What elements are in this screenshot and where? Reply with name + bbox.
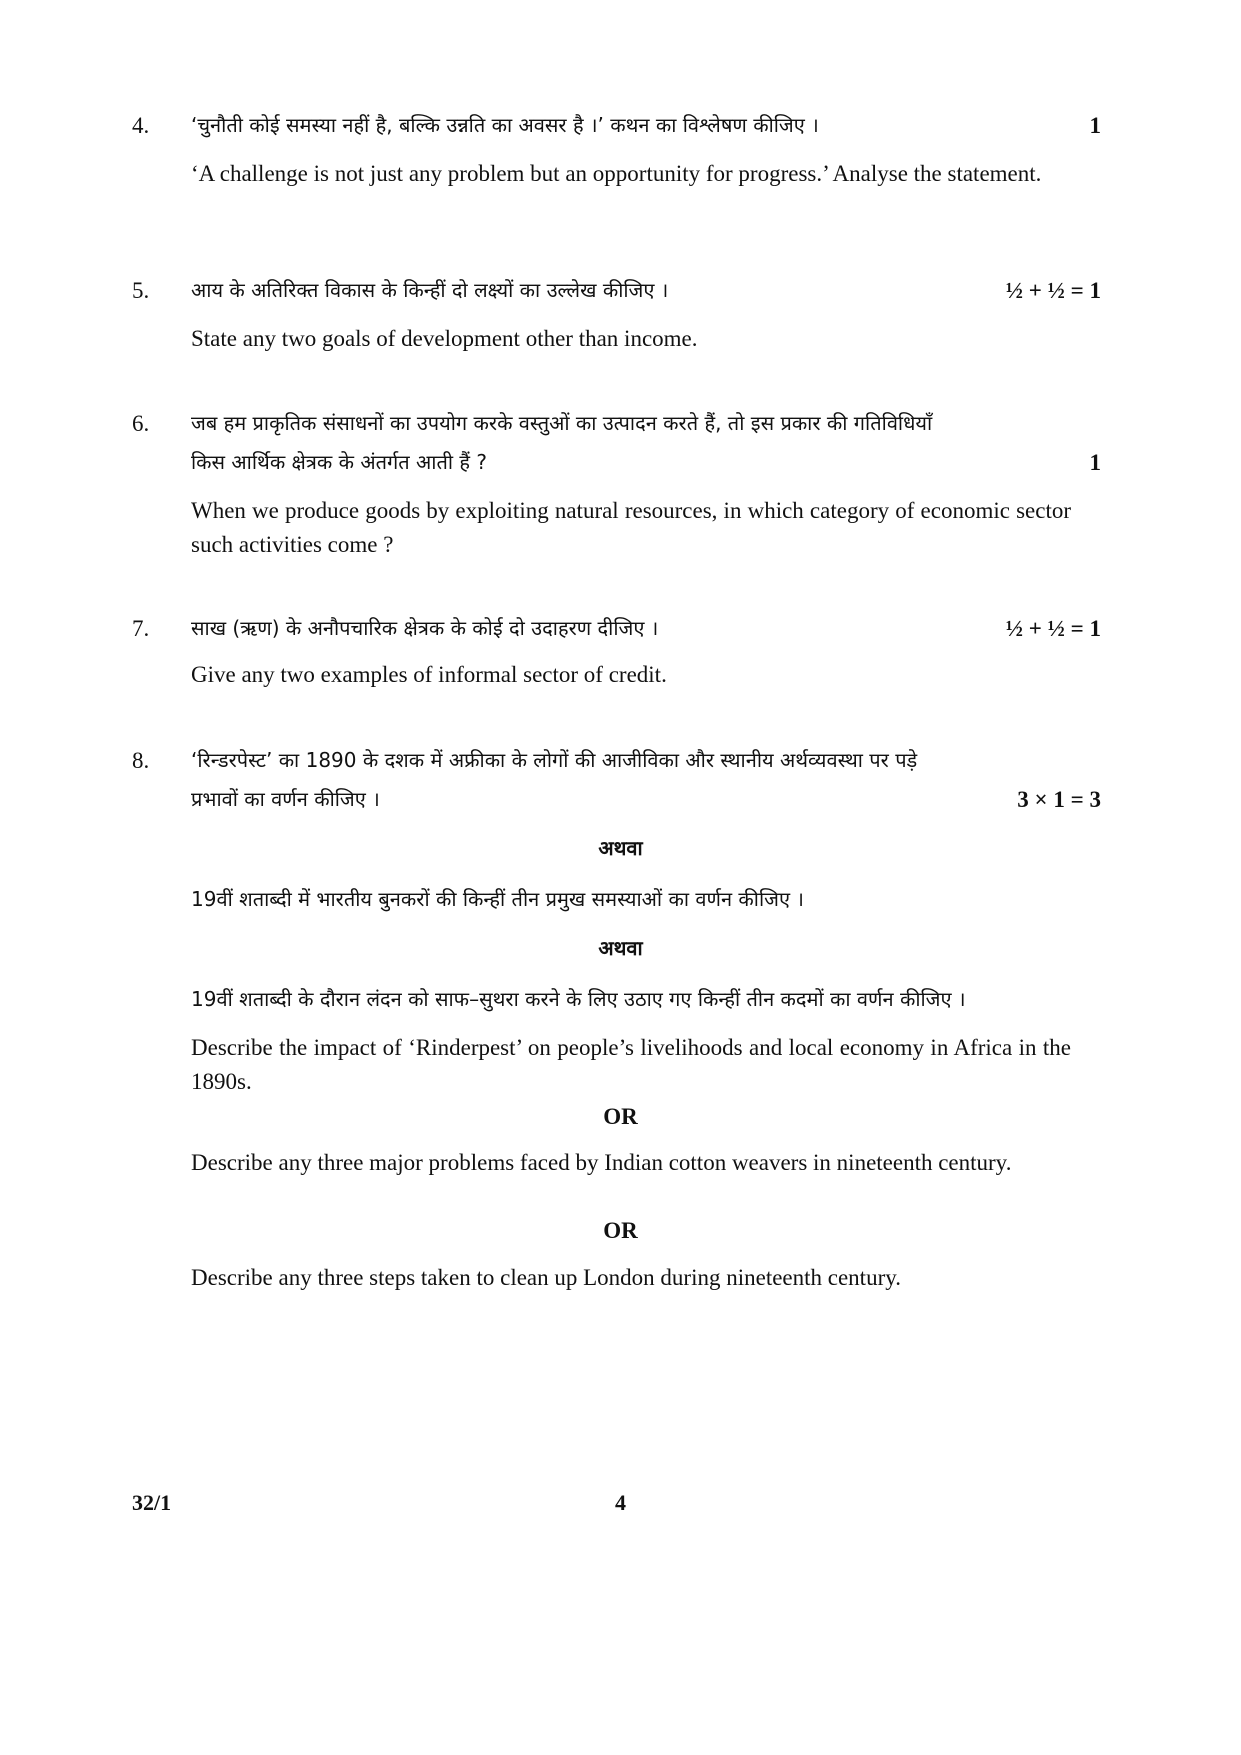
question-hindi-line2: किस आर्थिक क्षेत्रक के अंतर्गत आती हैं ?	[191, 450, 488, 474]
question-hindi-line1: जब हम प्राकृतिक संसाधनों का उपयोग करके वस्तुओं का उत्पादन करते हैं, तो इस प्रकार की गतिविधियाँ	[191, 411, 933, 435]
question-marks: 1	[1089, 113, 1101, 138]
question-english-alternative-1: Describe any three major problems faced by Indian cotton weavers in nineteenth century.	[191, 1150, 1012, 1175]
or-hindi-1: अथवा	[598, 836, 643, 860]
question-marks: ½ + ½ = 1	[1005, 278, 1101, 303]
or-english-2: OR	[603, 1218, 638, 1243]
question-english: State any two goals of development other than income.	[191, 326, 698, 351]
question-number: 5.	[132, 278, 150, 303]
question-hindi: आय के अतिरिक्त विकास के किन्हीं दो लक्ष्यों का उल्लेख कीजिए ।	[191, 278, 669, 302]
question-english: ‘A challenge is not just any problem but an opportunity for progress.’ Analyse the statement.	[191, 161, 1042, 186]
question-hindi: साख (ऋण) के अनौपचारिक क्षेत्रक के कोई दो उदाहरण दीजिए ।	[191, 616, 659, 640]
question-english: When we produce goods by exploiting natural resources, in which category of economic sector such activities come ?	[191, 498, 1071, 557]
question-marks: ½ + ½ = 1	[1005, 616, 1101, 641]
question-english-alternative-2: Describe any three steps taken to clean up London during nineteenth century.	[191, 1265, 901, 1290]
page-number: 4	[615, 1490, 626, 1515]
question-number: 8.	[132, 748, 150, 773]
question-number: 4.	[132, 113, 150, 138]
question-hindi-alternative-1: 19वीं शताब्दी में भारतीय बुनकरों की किन्हीं तीन प्रमुख समस्याओं का वर्णन कीजिए ।	[191, 887, 804, 911]
question-number: 6.	[132, 411, 150, 436]
question-number: 7.	[132, 616, 150, 641]
question-marks: 3 × 1 = 3	[1017, 787, 1101, 812]
or-hindi-2: अथवा	[598, 936, 643, 960]
question-english: Give any two examples of informal sector of credit.	[191, 662, 667, 687]
question-marks: 1	[1089, 450, 1101, 475]
question-hindi-line1: ‘रिन्डरपेस्ट’ का 1890 के दशक में अफ्रीका के लोगों की आजीविका और स्थानीय अर्थव्यवस्था पर पड़े	[191, 748, 918, 772]
question-hindi-line2: प्रभावों का वर्णन कीजिए ।	[191, 787, 380, 811]
paper-code: 32/1	[132, 1490, 172, 1515]
question-hindi: ‘चुनौती कोई समस्या नहीं है, बल्कि उन्नति का अवसर है ।’ कथन का विश्लेषण कीजिए ।	[191, 113, 819, 137]
question-hindi-alternative-2: 19वीं शताब्दी के दौरान लंदन को साफ–सुथरा करने के लिए उठाए गए किन्हीं तीन कदमों का वर्णन कीजिए ।	[191, 987, 966, 1011]
question-english: Describe the impact of ‘Rinderpest’ on people’s livelihoods and local economy in Africa in the 1890s.	[191, 1035, 1071, 1094]
or-english-1: OR	[603, 1104, 638, 1129]
